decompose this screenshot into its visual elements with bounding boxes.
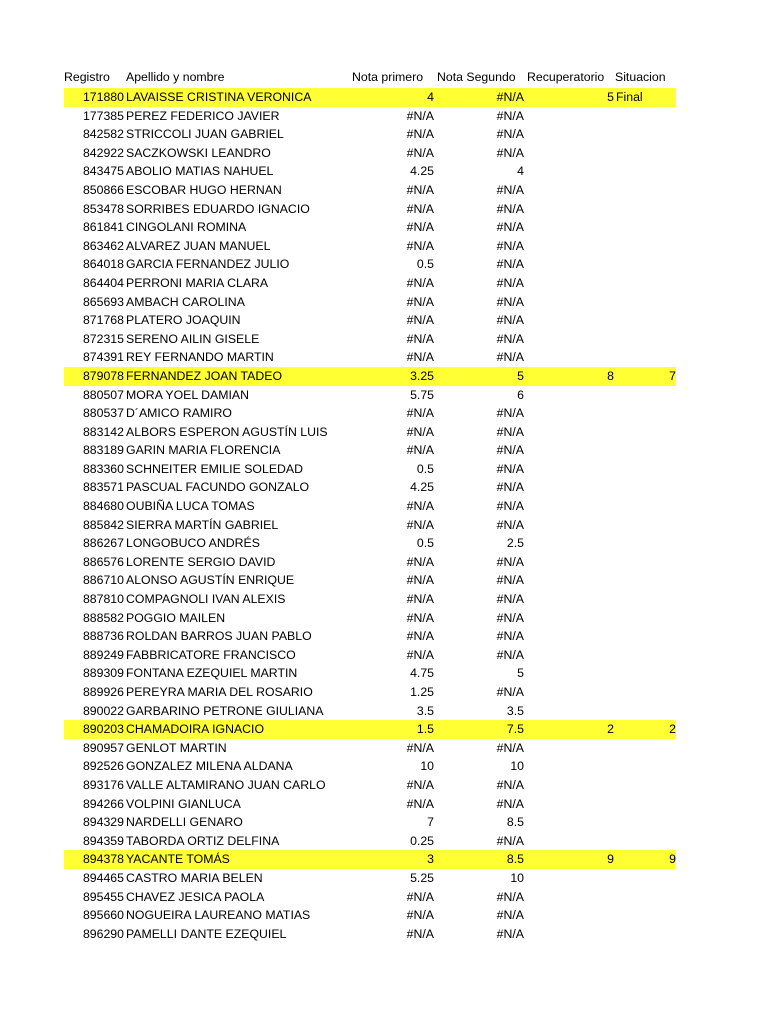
cell-recuperatorio: 8 bbox=[607, 368, 614, 383]
cell-nota-segundo: #N/A bbox=[496, 443, 524, 458]
cell-situacion: 2 bbox=[669, 722, 676, 737]
cell-nota-primero: 0.5 bbox=[416, 257, 434, 272]
table-row-highlighted bbox=[64, 367, 676, 386]
cell-nota-segundo: #N/A bbox=[496, 90, 524, 104]
cell-nota-primero: #N/A bbox=[406, 275, 434, 290]
cell-nota-primero: #N/A bbox=[406, 424, 434, 439]
cell-nombre: GARIN MARIA FLORENCIA bbox=[126, 443, 281, 458]
cell-nota-segundo: #N/A bbox=[496, 833, 524, 848]
cell-registro: 889249 bbox=[82, 647, 124, 662]
cell-nota-segundo: #N/A bbox=[496, 331, 524, 346]
cell-registro: 886576 bbox=[82, 554, 124, 569]
cell-nota-segundo: #N/A bbox=[496, 629, 524, 644]
header-nota-primero: Nota primero bbox=[352, 70, 424, 84]
cell-nombre: SERENO AILIN GISELE bbox=[126, 331, 260, 346]
cell-nota-primero: #N/A bbox=[406, 908, 434, 923]
cell-situacion: Final bbox=[616, 90, 643, 104]
cell-nota-primero: 7 bbox=[427, 815, 434, 830]
cell-nombre: LAVAISSE CRISTINA VERONICA bbox=[126, 90, 312, 104]
cell-registro: 864404 bbox=[82, 275, 124, 290]
cell-nota-primero: #N/A bbox=[406, 443, 434, 458]
table-row bbox=[64, 590, 684, 609]
cell-nombre: GARBARINO PETRONE GIULIANA bbox=[126, 703, 324, 718]
cell-nota-segundo: 4 bbox=[517, 164, 524, 179]
cell-nota-primero: 10 bbox=[420, 759, 434, 774]
cell-nombre: ABOLIO MATIAS NAHUEL bbox=[126, 164, 274, 179]
table-body bbox=[64, 88, 684, 943]
cell-nota-segundo: 7.5 bbox=[506, 722, 524, 737]
cell-recuperatorio: 9 bbox=[607, 852, 614, 867]
table-row bbox=[64, 125, 684, 144]
cell-nombre: NARDELLI GENARO bbox=[126, 815, 243, 830]
cell-nombre: OUBIÑA LUCA TOMAS bbox=[126, 499, 255, 514]
table-row bbox=[64, 218, 684, 237]
table-row bbox=[64, 664, 684, 683]
cell-nombre: PASCUAL FACUNDO GONZALO bbox=[126, 480, 310, 495]
cell-nota-primero: #N/A bbox=[406, 610, 434, 625]
cell-nota-primero: #N/A bbox=[406, 238, 434, 253]
header-situacion: Situacion bbox=[615, 70, 666, 84]
cell-nombre: PEREZ FEDERICO JAVIER bbox=[126, 108, 280, 123]
table-row bbox=[64, 609, 684, 628]
cell-nota-primero: #N/A bbox=[406, 108, 434, 123]
cell-nota-segundo: #N/A bbox=[496, 406, 524, 421]
cell-nombre: SIERRA MARTÍN GABRIEL bbox=[126, 517, 279, 532]
table-row bbox=[64, 311, 684, 330]
table-row bbox=[64, 144, 684, 163]
cell-nota-segundo: #N/A bbox=[496, 480, 524, 495]
cell-nota-primero: 0.5 bbox=[416, 536, 434, 551]
table-row bbox=[64, 683, 684, 702]
table-row bbox=[64, 646, 684, 665]
cell-registro: 889309 bbox=[82, 666, 124, 681]
cell-nota-segundo: 10 bbox=[510, 759, 524, 774]
cell-nombre: SACZKOWSKI LEANDRO bbox=[126, 145, 271, 160]
cell-nota-primero: #N/A bbox=[406, 499, 434, 514]
cell-nombre: PERRONI MARIA CLARA bbox=[126, 275, 269, 290]
cell-nota-segundo: #N/A bbox=[496, 108, 524, 123]
cell-nombre: ROLDAN BARROS JUAN PABLO bbox=[126, 629, 312, 644]
cell-nombre: LORENTE SERGIO DAVID bbox=[126, 554, 276, 569]
cell-registro: 865693 bbox=[82, 294, 124, 309]
cell-nota-segundo: #N/A bbox=[496, 889, 524, 904]
table-row-highlighted bbox=[64, 88, 676, 107]
cell-nota-segundo: #N/A bbox=[496, 313, 524, 328]
cell-recuperatorio: 5 bbox=[607, 90, 614, 104]
cell-registro: 886710 bbox=[82, 573, 124, 588]
cell-registro: 883571 bbox=[82, 480, 124, 495]
cell-nota-primero: 4.75 bbox=[410, 666, 434, 681]
cell-registro: 880537 bbox=[82, 406, 124, 421]
cell-registro: 895660 bbox=[82, 908, 124, 923]
table-row bbox=[64, 553, 684, 572]
cell-nombre: PAMELLI DANTE EZEQUIEL bbox=[126, 926, 287, 941]
table-row bbox=[64, 534, 684, 553]
cell-registro: 886267 bbox=[82, 536, 124, 551]
cell-nota-primero: 3.25 bbox=[410, 368, 434, 383]
cell-nota-primero: #N/A bbox=[406, 777, 434, 792]
cell-nota-segundo: #N/A bbox=[496, 350, 524, 365]
cell-nota-segundo: #N/A bbox=[496, 685, 524, 699]
cell-nota-primero: #N/A bbox=[406, 629, 434, 644]
cell-nota-segundo: #N/A bbox=[496, 573, 524, 588]
cell-nombre: YACANTE TOMÁS bbox=[126, 852, 230, 867]
cell-nota-primero: #N/A bbox=[406, 294, 434, 309]
cell-nota-primero: 0.5 bbox=[416, 461, 434, 476]
table-row bbox=[64, 906, 684, 925]
cell-nombre: POGGIO MAILEN bbox=[126, 610, 226, 625]
cell-nombre: VALLE ALTAMIRANO JUAN CARLO bbox=[126, 777, 326, 792]
cell-nombre: CHAVEZ JESICA PAOLA bbox=[126, 889, 265, 904]
cell-nota-segundo: #N/A bbox=[496, 182, 524, 197]
cell-nota-primero: 5.25 bbox=[410, 870, 434, 885]
cell-nota-primero: 4.25 bbox=[410, 480, 434, 495]
cell-situacion: 7 bbox=[669, 368, 676, 383]
cell-nota-primero: 5.75 bbox=[410, 387, 434, 402]
cell-nota-primero: #N/A bbox=[406, 127, 434, 142]
table-row bbox=[64, 330, 684, 349]
cell-nota-segundo: #N/A bbox=[496, 145, 524, 160]
table-row-highlighted bbox=[64, 720, 676, 739]
table-row bbox=[64, 386, 684, 405]
cell-nombre: SCHNEITER EMILIE SOLEDAD bbox=[126, 461, 303, 476]
cell-registro: 842582 bbox=[82, 127, 124, 142]
cell-nombre: NOGUEIRA LAUREANO MATIAS bbox=[126, 908, 311, 923]
grades-sheet bbox=[64, 67, 684, 943]
cell-nombre: AMBACH CAROLINA bbox=[126, 294, 245, 309]
cell-nombre: LONGOBUCO ANDRÉS bbox=[126, 536, 260, 551]
cell-nombre: PLATERO JOAQUIN bbox=[126, 313, 241, 328]
table-row bbox=[64, 813, 684, 832]
cell-nota-segundo: 3.5 bbox=[506, 703, 524, 718]
cell-nota-segundo: #N/A bbox=[496, 777, 524, 792]
cell-registro: 885842 bbox=[82, 517, 124, 532]
cell-registro: 880507 bbox=[82, 387, 124, 402]
cell-nota-segundo: #N/A bbox=[496, 740, 524, 755]
cell-nota-segundo: #N/A bbox=[496, 610, 524, 625]
cell-registro: 892526 bbox=[82, 759, 124, 774]
table-row bbox=[64, 107, 684, 126]
cell-nombre: GENLOT MARTIN bbox=[126, 740, 227, 755]
table-row bbox=[64, 441, 684, 460]
cell-nombre: VOLPINI GIANLUCA bbox=[126, 796, 241, 811]
cell-registro: 879078 bbox=[82, 368, 124, 383]
cell-registro: 893176 bbox=[82, 777, 124, 792]
table-row bbox=[64, 404, 684, 423]
cell-registro: 883360 bbox=[82, 461, 124, 476]
cell-nota-primero: #N/A bbox=[406, 145, 434, 160]
cell-recuperatorio: 2 bbox=[607, 722, 614, 737]
cell-registro: 895455 bbox=[82, 889, 124, 904]
table-row bbox=[64, 795, 684, 814]
cell-nota-primero: #N/A bbox=[406, 554, 434, 569]
cell-nombre: ALONSO AGUSTÍN ENRIQUE bbox=[126, 573, 295, 588]
cell-registro: 890203 bbox=[82, 722, 124, 737]
cell-nota-primero: #N/A bbox=[406, 926, 434, 941]
cell-nota-segundo: #N/A bbox=[496, 424, 524, 439]
cell-nombre: ALVAREZ JUAN MANUEL bbox=[126, 238, 271, 253]
cell-nombre: CINGOLANI ROMINA bbox=[126, 220, 247, 235]
cell-registro: 883142 bbox=[82, 424, 124, 439]
header-registro: Registro bbox=[64, 70, 110, 84]
table-row bbox=[64, 423, 684, 442]
cell-nota-primero: #N/A bbox=[406, 182, 434, 197]
table-row bbox=[64, 293, 684, 312]
cell-registro: 890957 bbox=[82, 740, 124, 755]
cell-registro: 871768 bbox=[82, 313, 124, 328]
header-recuperatorio: Recuperatorio bbox=[527, 70, 605, 84]
cell-nota-primero: #N/A bbox=[406, 350, 434, 365]
cell-nombre: CASTRO MARIA BELEN bbox=[126, 870, 263, 885]
cell-nota-segundo: 8.5 bbox=[506, 852, 524, 867]
cell-nota-primero: 3 bbox=[427, 852, 434, 867]
table-row bbox=[64, 571, 684, 590]
cell-registro: 887810 bbox=[82, 592, 124, 607]
cell-nota-primero: 0.25 bbox=[410, 833, 434, 848]
table-row bbox=[64, 237, 684, 256]
cell-nombre: GARCIA FERNANDEZ JULIO bbox=[126, 257, 290, 272]
cell-registro: 894329 bbox=[82, 815, 124, 830]
table-row bbox=[64, 460, 684, 479]
cell-nombre: FERNANDEZ JOAN TADEO bbox=[126, 368, 283, 383]
cell-nota-segundo: 5 bbox=[517, 368, 524, 383]
cell-registro: 842922 bbox=[82, 145, 124, 160]
table-row bbox=[64, 739, 684, 758]
cell-nota-primero: 3.5 bbox=[416, 703, 434, 718]
cell-nombre: MORA YOEL DAMIAN bbox=[126, 387, 249, 402]
table-row bbox=[64, 832, 684, 851]
cell-nombre: TABORDA ORTIZ DELFINA bbox=[126, 833, 280, 848]
cell-nota-segundo: #N/A bbox=[496, 908, 524, 923]
cell-registro: 894266 bbox=[82, 796, 124, 811]
cell-registro: 874391 bbox=[82, 350, 124, 365]
cell-registro: 171880 bbox=[82, 90, 124, 104]
cell-nota-segundo: #N/A bbox=[496, 275, 524, 290]
table-row bbox=[64, 497, 684, 516]
cell-nota-primero: 1.25 bbox=[410, 685, 434, 699]
cell-registro: 890022 bbox=[82, 703, 124, 718]
cell-nota-segundo: #N/A bbox=[496, 201, 524, 216]
cell-nota-segundo: 8.5 bbox=[506, 815, 524, 830]
cell-nombre: FONTANA EZEQUIEL MARTIN bbox=[126, 666, 298, 681]
cell-nota-primero: #N/A bbox=[406, 647, 434, 662]
cell-registro: 177385 bbox=[82, 108, 124, 123]
header-nombre: Apellido y nombre bbox=[126, 70, 225, 84]
cell-nota-primero: #N/A bbox=[406, 592, 434, 607]
cell-registro: 872315 bbox=[82, 331, 124, 346]
cell-nombre: CHAMADOIRA IGNACIO bbox=[126, 722, 265, 737]
cell-nota-segundo: 2.5 bbox=[506, 536, 524, 551]
cell-registro: 896290 bbox=[82, 926, 124, 941]
cell-nota-primero: #N/A bbox=[406, 796, 434, 811]
cell-nombre: SORRIBES EDUARDO IGNACIO bbox=[126, 201, 310, 216]
table-row bbox=[64, 776, 684, 795]
cell-registro: 864018 bbox=[82, 257, 124, 272]
cell-registro: 894359 bbox=[82, 833, 124, 848]
cell-nota-segundo: 5 bbox=[517, 666, 524, 681]
cell-nota-segundo: #N/A bbox=[496, 647, 524, 662]
table-row bbox=[64, 181, 684, 200]
cell-nombre: REY FERNANDO MARTIN bbox=[126, 350, 274, 365]
table-row bbox=[64, 255, 684, 274]
cell-registro: 894465 bbox=[82, 870, 124, 885]
cell-nota-primero: #N/A bbox=[406, 573, 434, 588]
cell-nota-primero: #N/A bbox=[406, 740, 434, 755]
cell-nota-segundo: #N/A bbox=[496, 238, 524, 253]
table-row bbox=[64, 627, 684, 646]
cell-nota-segundo: #N/A bbox=[496, 517, 524, 532]
cell-nombre: D´AMICO RAMIRO bbox=[126, 406, 232, 421]
cell-nota-primero: #N/A bbox=[406, 889, 434, 904]
cell-nota-primero: #N/A bbox=[406, 331, 434, 346]
cell-registro: 843475 bbox=[82, 164, 124, 179]
cell-nota-segundo: 6 bbox=[517, 387, 524, 402]
cell-nota-primero: #N/A bbox=[406, 220, 434, 235]
cell-registro: 889926 bbox=[82, 685, 124, 699]
cell-nombre: FABBRICATORE FRANCISCO bbox=[126, 647, 296, 662]
header-nota-segundo: Nota Segundo bbox=[437, 70, 516, 84]
table-row bbox=[64, 274, 684, 293]
cell-situacion: 9 bbox=[669, 852, 676, 867]
table-row bbox=[64, 925, 684, 944]
cell-nota-primero: 1.5 bbox=[416, 722, 434, 737]
cell-nota-primero: #N/A bbox=[406, 313, 434, 328]
cell-nombre: ESCOBAR HUGO HERNAN bbox=[126, 182, 282, 197]
cell-nota-segundo: #N/A bbox=[496, 220, 524, 235]
cell-nota-primero: #N/A bbox=[406, 406, 434, 421]
cell-nombre: ALBORS ESPERON AGUSTÍN LUIS bbox=[126, 424, 328, 439]
cell-registro: 888736 bbox=[82, 629, 124, 644]
cell-nota-segundo: #N/A bbox=[496, 499, 524, 514]
cell-nota-segundo: 10 bbox=[510, 870, 524, 885]
cell-registro: 894378 bbox=[82, 852, 124, 867]
cell-registro: 883189 bbox=[82, 443, 124, 458]
table-row bbox=[64, 348, 684, 367]
cell-registro: 884680 bbox=[82, 499, 124, 514]
cell-nota-primero: #N/A bbox=[406, 201, 434, 216]
cell-nota-segundo: #N/A bbox=[496, 554, 524, 569]
cell-nota-segundo: #N/A bbox=[496, 461, 524, 476]
cell-nota-segundo: #N/A bbox=[496, 796, 524, 811]
cell-nota-segundo: #N/A bbox=[496, 127, 524, 142]
cell-nota-segundo: #N/A bbox=[496, 294, 524, 309]
table-row bbox=[64, 757, 684, 776]
cell-nombre: PEREYRA MARIA DEL ROSARIO bbox=[126, 685, 313, 699]
table-row-highlighted bbox=[64, 850, 676, 869]
table-row bbox=[64, 200, 684, 219]
cell-nombre: GONZALEZ MILENA ALDANA bbox=[126, 759, 293, 774]
cell-registro: 863462 bbox=[82, 238, 124, 253]
table-row bbox=[64, 516, 684, 535]
cell-registro: 850866 bbox=[82, 182, 124, 197]
cell-registro: 861841 bbox=[82, 220, 124, 235]
table-row bbox=[64, 888, 684, 907]
cell-nota-segundo: #N/A bbox=[496, 257, 524, 272]
cell-nota-primero: #N/A bbox=[406, 517, 434, 532]
cell-nota-primero: 4.25 bbox=[410, 164, 434, 179]
cell-nombre: STRICCOLI JUAN GABRIEL bbox=[126, 127, 284, 142]
cell-nota-primero: 4 bbox=[427, 90, 434, 104]
cell-nombre: COMPAGNOLI IVAN ALEXIS bbox=[126, 592, 286, 607]
table-row bbox=[64, 478, 684, 497]
cell-nota-segundo: #N/A bbox=[496, 926, 524, 941]
table-row bbox=[64, 869, 684, 888]
cell-registro: 888582 bbox=[82, 610, 124, 625]
header-row bbox=[64, 67, 684, 88]
cell-registro: 853478 bbox=[82, 201, 124, 216]
table-row bbox=[64, 162, 684, 181]
cell-nota-segundo: #N/A bbox=[496, 592, 524, 607]
table-row bbox=[64, 702, 684, 721]
